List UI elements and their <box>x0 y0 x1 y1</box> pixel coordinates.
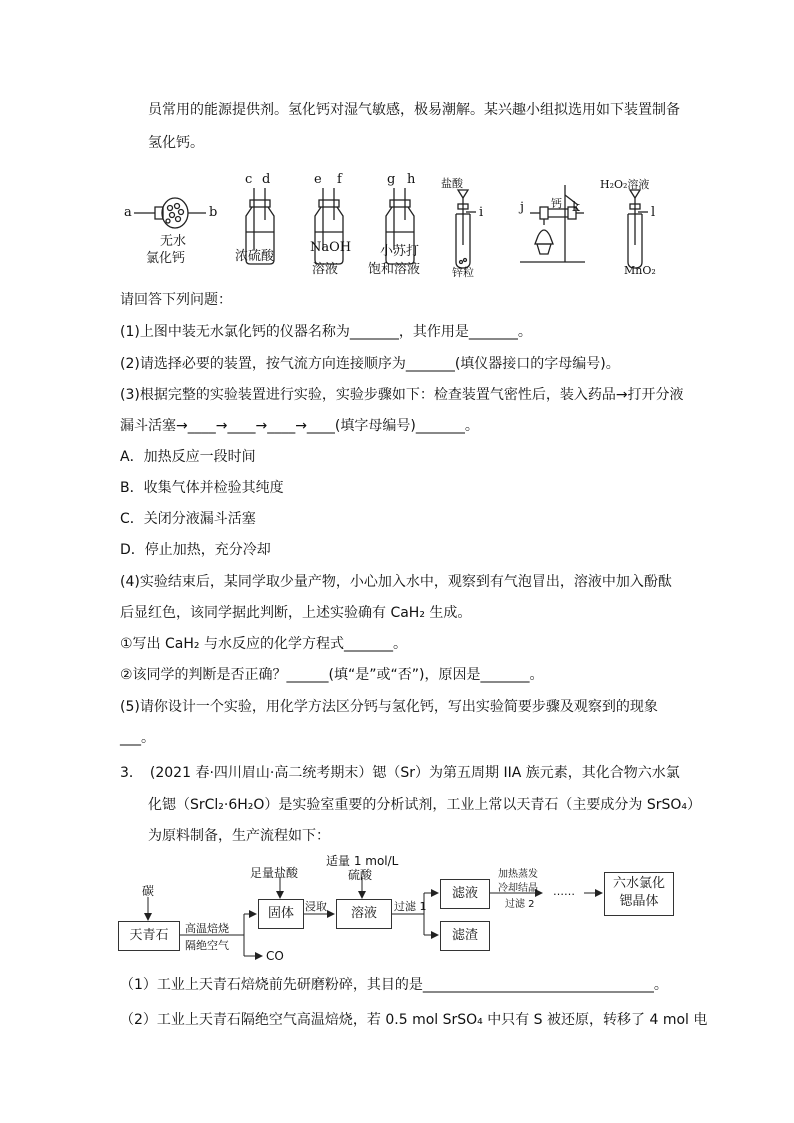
drying-tube-icon <box>134 198 206 228</box>
option-a: A．加热反应一段时间 <box>120 449 256 465</box>
port-b-label: b <box>209 205 218 220</box>
question-3-line-2: 漏斗活塞→____→____→____→____(填字母编号)_______。 <box>120 418 479 434</box>
flow-filter1: 过滤 1 <box>394 900 427 913</box>
flow-filter2: 过滤 2 <box>505 899 535 910</box>
bottle1-label: 浓硫酸 <box>235 249 275 264</box>
bottle2-label-1: NaOH <box>310 240 352 255</box>
port-d-label: d <box>262 172 271 187</box>
option-b: B．收集气体并检验其纯度 <box>120 480 284 496</box>
flow-box-solid: 固体 <box>258 899 304 929</box>
questions-prompt: 请回答下列问题： <box>120 292 232 308</box>
tube2-top-label: H₂O₂溶液 <box>600 178 650 191</box>
bottle2-label-2: 溶液 <box>312 262 339 277</box>
sub-question-1: （1）工业上天青石焙烧前先研磨粉碎，其目的是_________________________________。 <box>120 977 668 993</box>
port-l-label: l <box>651 205 656 220</box>
flow-box-start: 天青石 <box>118 921 180 951</box>
port-f-label: f <box>337 172 342 187</box>
flow-h2so4-line-1: 适量 1 mol/L <box>326 854 399 868</box>
drying-tube-label-1: 无水 <box>160 234 187 249</box>
flow-hcl: 足量盐酸 <box>250 866 299 880</box>
question-5-line-1: (5)请你设计一个实验，用化学方法区分钙与氢化钙，写出实验简要步骤及观察到的现象 <box>120 699 658 715</box>
flow-product-line-1: 六水氯化 <box>612 876 665 891</box>
flow-box-filtrate: 滤液 <box>440 879 490 909</box>
flow-step1-bottom: 隔绝空气 <box>185 939 229 952</box>
bottle3-label-2: 饱和溶液 <box>368 262 421 277</box>
flow-heat-2: 冷却结晶 <box>498 883 538 894</box>
option-c: C．关闭分液漏斗活塞 <box>120 511 256 527</box>
flow-dots: …… <box>553 885 575 898</box>
port-a-label: a <box>124 205 132 220</box>
problem-3-line-1: 3． (2021 春·四川眉山·高二统考期末）锶（Sr）为第五周期 IIA 族元素，其化合物六水氯 <box>120 765 680 781</box>
port-c-label: c <box>245 172 253 187</box>
option-d: D．停止加热，充分冷却 <box>120 542 271 558</box>
problem-3-line-2: 化锶（SrCl₂·6H₂O）是实验室重要的分析试剂，工业上常以天青石（主要成分为 SrSO₄） <box>148 797 702 813</box>
flow-carbon: 碳 <box>142 884 155 898</box>
flow-box-residue: 滤渣 <box>440 921 490 951</box>
tube1-top-label: 盐酸 <box>441 177 463 190</box>
funnel-tube-icon-1 <box>456 190 476 268</box>
port-j-label: j <box>520 200 525 215</box>
question-4-part-2: ②该同学的判断是否正确？______(填“是”或“否”)，原因是_______。 <box>120 667 544 683</box>
intro-line-1: 员常用的能源提供剂。氢化钙对湿气敏感，极易潮解。某兴趣小组拟选用如下装置制备 <box>148 102 680 118</box>
heater-mid-label: 钙 <box>551 197 562 210</box>
tube2-bottom-label: MnO₂ <box>624 264 656 277</box>
question-4-part-1: ①写出 CaH₂ 与水反应的化学方程式_______。 <box>120 636 407 652</box>
question-1: (1)上图中装无水氯化钙的仪器名称为_______，其作用是_______。 <box>120 324 532 340</box>
port-e-label: e <box>314 172 322 187</box>
flow-h2so4-line-2: 硫酸 <box>348 868 373 882</box>
port-i-label: i <box>479 205 484 220</box>
sub-question-2: （2）工业上天青石隔绝空气高温焙烧，若 0.5 mol SrSO₄ 中只有 S 被还原，转移了 4 mol 电 <box>120 1012 708 1028</box>
port-k-label: k <box>572 200 580 215</box>
question-3-line-1: (3)根据完整的实验装置进行实验，实验步骤如下：检查装置气密性后，装入药品→打开分液 <box>120 387 684 403</box>
flow-co: CO <box>266 949 284 963</box>
intro-line-2: 氢化钙。 <box>148 135 204 151</box>
tube1-bottom-label: 锌粒 <box>452 266 474 279</box>
flow-step1-top: 高温焙烧 <box>185 922 229 935</box>
flow-heat-1: 加热蒸发 <box>498 869 538 880</box>
funnel-tube-icon-2 <box>628 190 648 268</box>
bottle3-label-1: 小苏打 <box>380 244 420 259</box>
port-g-label: g <box>387 172 396 187</box>
flow-leach: 浸取 <box>305 900 327 913</box>
question-4-line-1: (4)实验结束后，某同学取少量产物，小心加入水中，观察到有气泡冒出，溶液中加入酚酞 <box>120 574 672 590</box>
flow-box-solution: 溶液 <box>336 899 392 929</box>
drying-tube-label-2: 氯化钙 <box>146 251 186 266</box>
problem-3-line-3: 为原料制备，生产流程如下： <box>148 828 330 844</box>
question-2: (2)请选择必要的装置，按气流方向连接顺序为_______(填仪器接口的字母编号)。 <box>120 356 620 372</box>
flow-box-product <box>604 872 674 916</box>
question-5-line-2: ___。 <box>120 730 155 746</box>
port-h-label: h <box>407 172 416 187</box>
question-4-line-2: 后显红色，该同学据此判断，上述实验确有 CaH₂ 生成。 <box>120 605 472 621</box>
flow-product-line-2: 锶晶体 <box>619 894 659 909</box>
